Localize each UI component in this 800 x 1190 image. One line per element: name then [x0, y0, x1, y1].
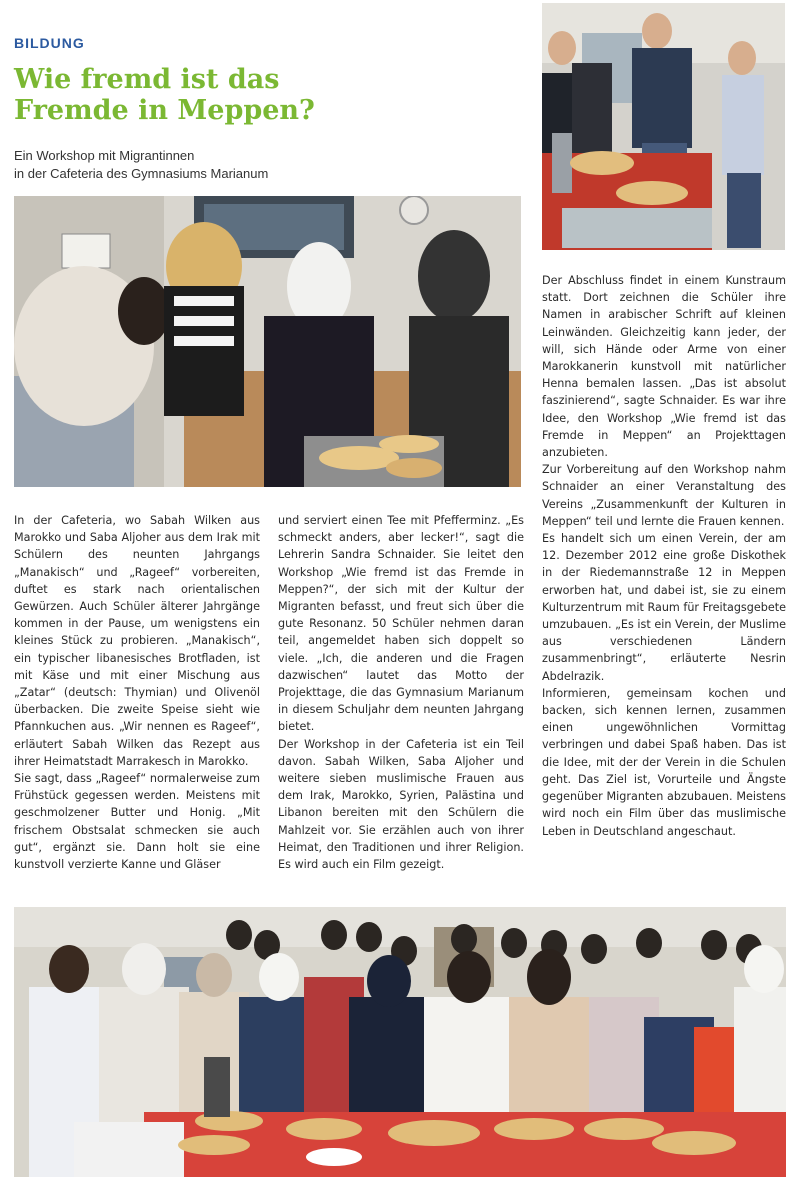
photo-group — [14, 907, 786, 1177]
paragraph: Informieren, gemeinsam kochen und backen, sich kennen lernen, zusammen einen ungewöhnlichen Vormittag verbringen und dabei Spaß haben. Das ist die Idee, mit der der Verein in die Schulen geht. Das Ziel ist, Vorurteile und Ängste gegenüber Migranten abzubauen. Meistens wird noch ein Film über das muslimische Leben in Deutschland angeschaut. — [542, 686, 786, 838]
paragraph: Der Abschluss findet in einem Kunstraum statt. Dort zeichnen die Schüler ihre Namen in arabischer Schrift auf kleinen Leinwänden. Gleichzeitig kann jeder, der will, sich Hände oder Arme von einer Marokkanerin kunstvoll mit natürlicher Henna bemalen lassen. „Das ist absolut faszinierend“, sagte Schnaider. Es war ihre Idee, den Workshop „Wie fremd ist das Fremde in Meppen“ an Projekttagen anzubieten. — [542, 274, 786, 460]
photo-students-buffet-image — [542, 3, 785, 250]
headline — [14, 64, 514, 126]
paragraph: Zur Vorbereitung auf den Workshop nahm Schnaider an einer Veranstaltung des Vereins „Zusammenkunft der Kulturen in Meppen“ teil und lernte die Frauen kennen. — [542, 463, 786, 528]
subtitle-line: in der Cafeteria des Gymnasiums Marianum — [14, 166, 269, 181]
photo-students-buffet — [542, 3, 785, 250]
section-label: BILDUNG — [14, 35, 85, 51]
paragraph: In der Cafeteria, wo Sabah Wilken aus Marokko und Saba Aljoher aus dem Irak mit Schülern des neunten Jahrgangs „Manakisch“ und „Rageef“ vorbereiten, duftet es stark nach orientalischen Gewürzen. Auch Schüler älterer Jahrgänge kommen in der Pause, um wenigstens ein kleines Stück zu probieren. „Manakisch“, ein typischer libanesisches Brotfladen, ist mit Käse und mit einer Mischung aus „Zatar“ (deutsch: Thymian) und Olivenöl überbacken. Die zweite Speise sieht wie Pfannkuchen aus. „Wir nennen es Rageef“, erläutert Sabah Wilken das Rezept aus ihrer Heimatstadt Marrakesch in Marokko. — [14, 514, 260, 768]
photo-workshop-cooking-image — [14, 196, 521, 487]
paragraph: Der Workshop in der Cafeteria ist ein Teil davon. Sabah Wilken, Saba Aljoher und weitere sieben muslimische Frauen aus dem Irak, Marokko, Syrien, Palästina und Libanon bereiten mit den Schülern die Mahlzeit vor. Sie erzählen auch von ihrer Heimat, den Traditionen und ihrer Religion. Es wird auch ein Film gezeigt. — [278, 737, 524, 872]
article-column-2 — [278, 512, 524, 873]
paragraph: und serviert einen Tee mit Pfefferminz. „Es schmeckt anders, aber lecker!“, sagt die Lehrerin Sandra Schnaider. Sie leitet den Workshop „Wie fremd ist das Fremde in Meppen?“, der sich mit der Kultur der Migranten befasst, und freut sich über die gute Resonanz. 50 Schüler nehmen daran teil, angemeldet haben sich doppelt so viele. „Ich, die anderen und die Fragen dazwischen“ lautet das Motto der Projekttage, die das Gymnasium Marianum in diesem Schuljahr dem neunten Jahrgang bietet. — [278, 514, 524, 734]
headline-line: Fremde in Meppen? — [14, 95, 315, 126]
headline-line: Wie fremd ist das — [14, 64, 280, 95]
subtitle — [14, 147, 514, 183]
photo-workshop-cooking — [14, 196, 521, 487]
article-column-1 — [14, 512, 260, 873]
paragraph: Es handelt sich um einen Verein, der am 12. Dezember 2012 eine große Diskothek in der Riedemannstraße 12 in Meppen erworben hat, und dabei ist, sie zu einem Kulturzentrum mit Raum für Freitagsgebete umzubauen. „Es ist ein Verein, der Muslime aus verschiedenen Ländern zusammenbringt“, erläuterte Nesrin Abdelrazik. — [542, 532, 786, 683]
article-column-3 — [542, 272, 786, 840]
subtitle-line: Ein Workshop mit Migrantinnen — [14, 148, 195, 163]
paragraph: Sie sagt, dass „Rageef“ normalerweise zum Frühstück gegessen werden. Meistens mit geschmolzener Butter und Honig. „Mit frischem Obstsalat schmecken sie auch gut“, ergänzt sie. Dann holt sie eine kunstvoll verzierte Kanne und Gläser — [14, 772, 260, 872]
photo-group-image — [14, 907, 786, 1177]
